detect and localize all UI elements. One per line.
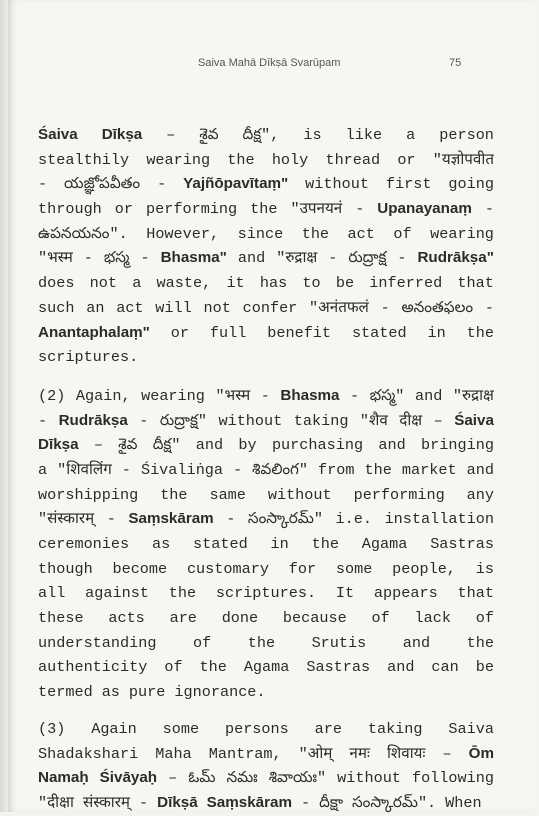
text-line: worshipping the same without performing any (38, 485, 494, 504)
text-line: these acts are done because of lack of (38, 609, 494, 628)
text-line: understanding of the Srutis and the (38, 633, 494, 652)
text-line: though become customary for some people, is (38, 559, 494, 578)
text-line: Dīkṣa – శైవ దీక్ష" and by purchasing and bringing (38, 436, 494, 455)
text-line: ceremonies as stated in the Agama Sastras (38, 535, 494, 553)
body-text (38, 123, 494, 816)
text-line: Namaḥ Śivāyaḥ – ఓమ్ నమః శివాయః" without following (38, 769, 494, 788)
text-line: such an act will not confer "अनंतफलं - అనంతఫలం - (38, 298, 494, 317)
text-line: ఉపనయనం". However, since the act of wearing (38, 224, 494, 243)
text-line: - Rudrākṣa - రుద్రాక్ష" without taking "शैव दीक्ष – Śaiva (38, 411, 494, 430)
text-line: a "शिवलिंग - Śivaliṅga - శివలింగ" from the market and (38, 460, 494, 479)
text-line: (2) Again, wearing "भस्म - Bhasma - భస్మ" and "रुद्राक्ष (38, 386, 494, 405)
text-line: all against the scriptures. It appears that (38, 584, 494, 603)
text-line: Shadakshari Maha Mantram, "ओम् नमः शिवायः – Ōm (38, 744, 494, 763)
paragraph-2 (38, 384, 494, 705)
text-line: "दीक्षा संस्कारम् - Dīkṣā Saṃskāram - దీక్షా సంస్కారమ్". When (38, 793, 482, 812)
text-line: scriptures. (38, 348, 139, 367)
text-line: stealthily wearing the holy thread or "यज्ञोपवीत (38, 150, 494, 169)
page-edge (0, 0, 8, 812)
text-line: Anantaphalaṃ" or full benefit stated in the (38, 323, 494, 342)
text-line: authenticity of the Agama Sastras and can be (38, 658, 494, 677)
text-line: - యజ్ఞోపవీతం - Yajñōpavītaṃ" without first going (38, 175, 494, 194)
text-line: does not a waste, it has to be inferred that (38, 274, 494, 293)
paragraph-3 (38, 717, 494, 816)
text-line: termed as pure ignorance. (38, 683, 266, 702)
text-line: (3) Again some persons are taking Saiva (38, 719, 494, 738)
text-line: Śaiva Dīkṣa – శైవ దీక్ష", is like a person (38, 126, 494, 144)
paragraph-1 (38, 123, 494, 370)
text-line: "भस्म - భస్మ - Bhasma" and "रुद्राक्ष - రుద్రాక్ష - Rudrākṣa" (38, 249, 494, 268)
text-line: through or performing the "उपनयनं - Upanayanaṃ - (38, 200, 494, 219)
text-line: "संस्कारम् - Saṃskāram - సంస్కారమ్" i.e. installation (38, 510, 494, 529)
page-number: 75 (449, 57, 462, 69)
header-title: Saiva Mahā Dīkṣā Svarūpam (198, 57, 341, 69)
